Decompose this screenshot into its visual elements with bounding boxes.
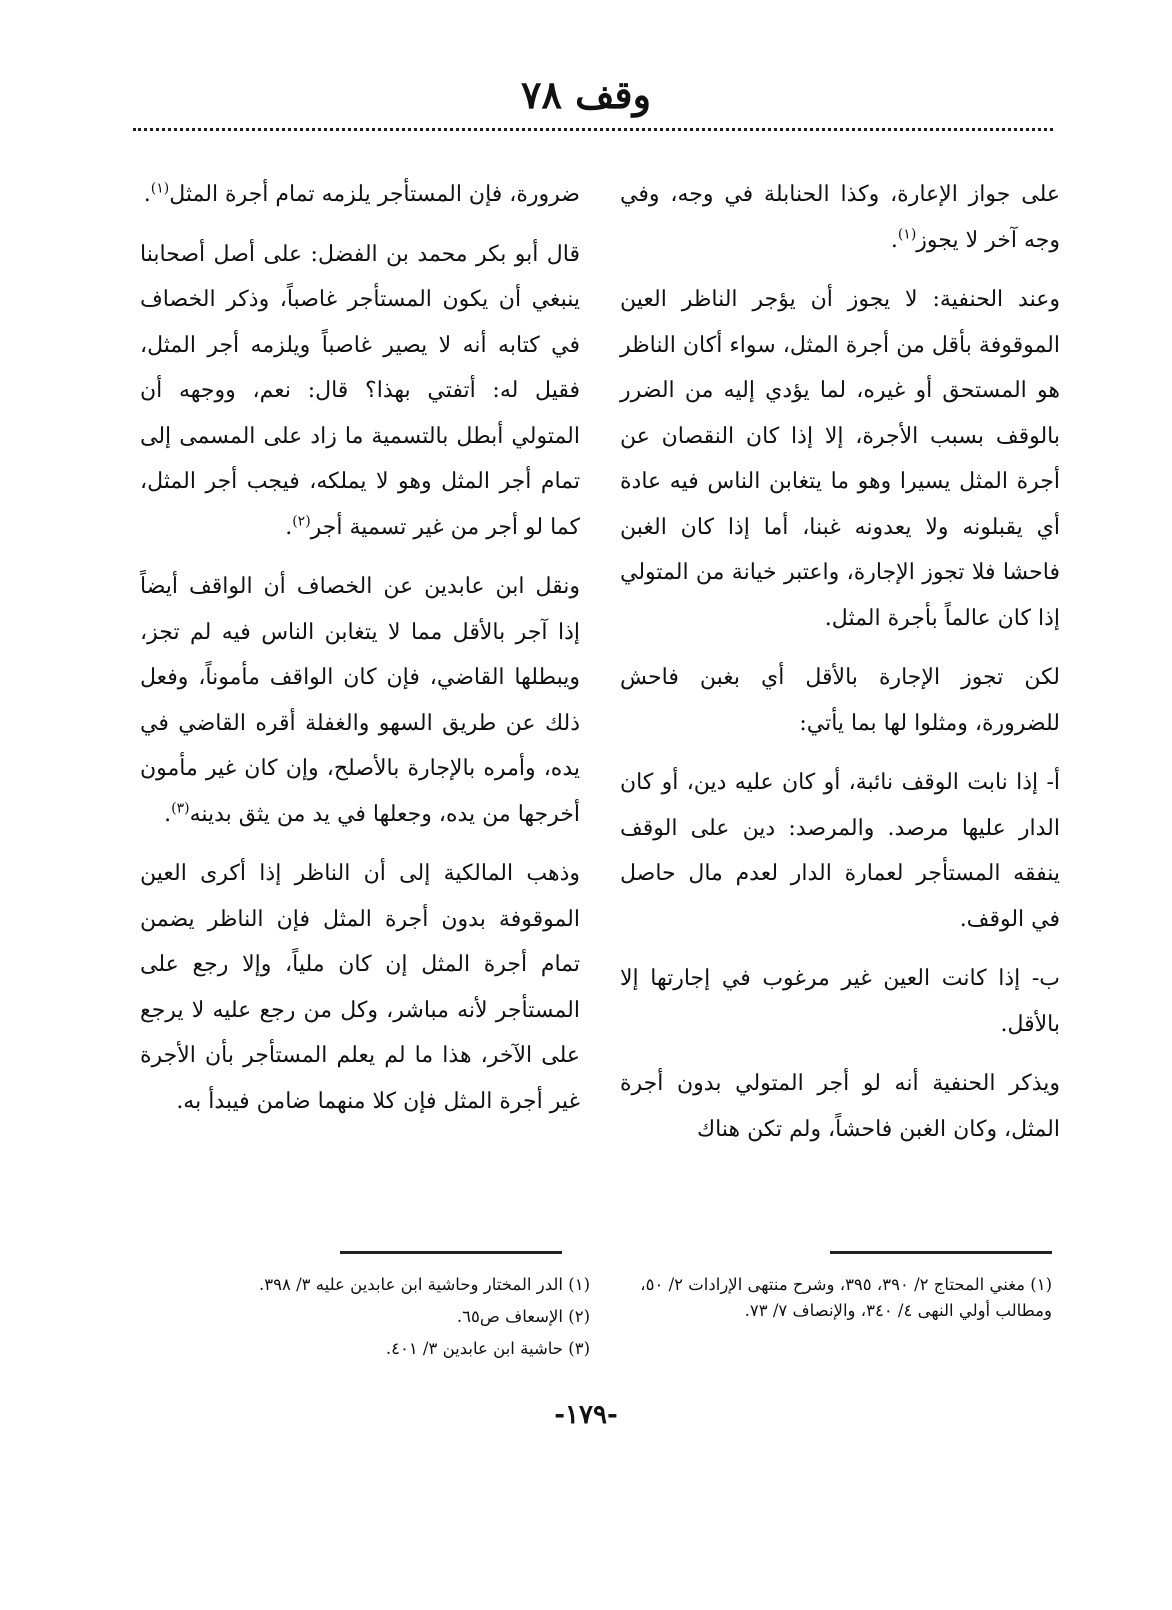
paragraph [140, 172, 580, 218]
paragraph-text: ضرورة، فإن المستأجر يلزمه تمام أجرة المثل [169, 182, 580, 207]
footnote-divider-right [830, 1251, 1052, 1254]
paragraph [620, 172, 1060, 263]
right-column [620, 172, 1060, 1166]
paragraph-end: . [285, 514, 293, 540]
footnotes-right [612, 1272, 1052, 1330]
paragraph [140, 564, 580, 837]
paragraph: أ- إذا نابت الوقف نائبة، أو كان عليه دين، أو كان الدار عليها مرصد. والمرصد: دين على الوقف ينفقه المستأجر لعمارة الدار لعدم مال حاصل في الوقف. [620, 770, 1060, 932]
footnote: (٢) الإسعاف ص٦٥. [456, 1307, 590, 1326]
paragraph-text: قال أبو بكر محمد بن الفضل: على أصل أصحابنا ينبغي أن يكون المستأجر غاصباً، وذكر الخصاف في كتابه أنه لا يصير غاصباً ويلزمه أجر المثل، فقيل له: أتفتي بهذا؟ قال: نعم، ووجهه أن المتولي أبطل بالتسمية ما زاد على المسمى إلى تمام أجر المثل وهو لا يملكه، فيجب أجر المثل، كما لو أجر من غير تسمية أجر [140, 241, 580, 540]
footnote-ref: (٣) [171, 800, 190, 817]
footnotes-left [150, 1272, 590, 1368]
paragraph-end: . [143, 182, 151, 207]
header-divider [133, 128, 1053, 131]
paragraph-text: ونقل ابن عابدين عن الخصاف أن الواقف أيضاً إذا آجر بالأقل مما لا يتغابن الناس فيه لم تجز، ويبطلها القاضي، فإن كان الواقف مأموناً، وفعل ذلك عن طريق السهو والغفلة أقره القاضي في يده، وأمره بالإجارة بالأصلح، وإن كان غير مأمون أخرجها من يده، وجعلها في يد من يثق بدينه [140, 574, 580, 827]
paragraph-text: على جواز الإعارة، وكذا الحنابلة في وجه، وفي وجه آخر لا يجوز [620, 182, 1060, 253]
paragraph-end: . [890, 227, 898, 253]
footnote-ref: (١) [150, 180, 170, 197]
footnote: (١) الدر المختار وحاشية ابن عابدين عليه ٣/ ٣٩٨. [258, 1275, 590, 1294]
left-column [140, 172, 580, 1138]
paragraph: ب- إذا كانت العين غير مرغوب في إجارتها إلا بالأقل. [620, 966, 1060, 1037]
footnote-ref: (١) [897, 226, 917, 243]
paragraph: ويذكر الحنفية أنه لو أجر المتولي بدون أجرة المثل، وكان الغبن فاحشاً، ولم تكن هناك [620, 1071, 1060, 1142]
paragraph: وذهب المالكية إلى أن الناظر إذا أكرى العين الموقوفة بدون أجرة المثل فإن الناظر يضمن تمام أجرة المثل إن كان ملياً، وإلا رجع على المستأجر لأنه مباشر، وكل من رجع عليه لا يرجع على الآخر، هذا ما لم يعلم المستأجر بأن الأجرة غير أجرة المثل فإن كلا منهما ضامن فيبدأ به. [140, 861, 580, 1114]
paragraph [140, 232, 580, 551]
footnote: (٣) حاشية ابن عابدين ٣/ ٤٠١. [385, 1339, 590, 1358]
footnote: (١) مغني المحتاج ٢/ ٣٩٠، ٣٩٥، وشرح منتهى الإرادات ٢/ ٥٠، ومطالب أولي النهى ٤/ ٣٤٠، والإنصاف ٧/ ٧٣. [640, 1275, 1052, 1320]
page-title: وقف ٧٨ [521, 72, 651, 117]
footnote-divider-left [340, 1251, 562, 1254]
page-number: -١٧٩- [554, 1400, 618, 1430]
paragraph: لكن تجوز الإجارة بالأقل أي بغبن فاحش للضرورة، ومثلوا لها بما يأتي: [620, 665, 1060, 736]
paragraph: وعند الحنفية: لا يجوز أن يؤجر الناظر العين الموقوفة بأقل من أجرة المثل، سواء أكان الناظر هو المستحق أو غيره، لما يؤدي إليه من الضرر بالوقف بسبب الأجرة، إلا إذا كان النقصان عن أجرة المثل يسيرا وهو ما يتغابن الناس فيه عادة أي يقبلونه ولا يعدونه غبنا، أما إذا كان الغبن فاحشا فلا تجوز الإجارة، واعتبر خيانة من المتولي إذا كان عالماً بأجرة المثل. [620, 287, 1060, 631]
paragraph-end: . [164, 801, 172, 827]
footnote-ref: (٢) [292, 513, 311, 530]
